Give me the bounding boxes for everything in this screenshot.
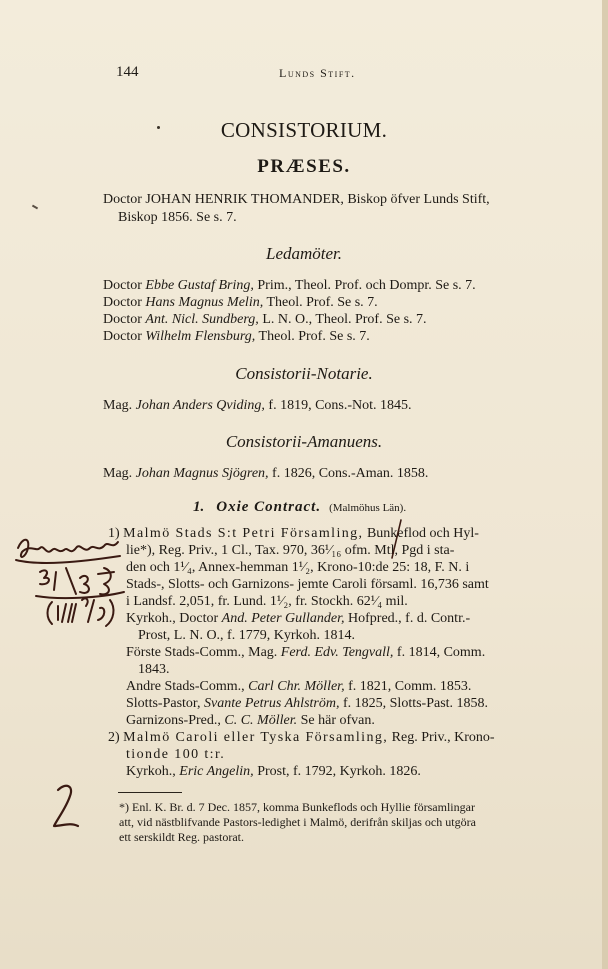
kyrkoh-line-2: Prost, L. N. O., f. 1779, Kyrkoh. 1814. xyxy=(138,628,355,643)
kyrkoh-line-1: Kyrkoh., Doctor And. Peter Gullander, Hofpred., f. d. Contr.- xyxy=(126,611,471,626)
section-title: CONSISTORIUM. xyxy=(220,118,388,142)
contract-heading: 1. Oxie Contract. (Malmöhus Län). xyxy=(193,499,407,515)
andre-line: Andre Stads-Comm., Carl Chr. Möller, f. 1821, Comm. 1853. xyxy=(126,679,472,694)
praeses-line-2: Biskop 1856. Se s. 7. xyxy=(118,210,237,225)
parish-1-line-5: i Landsf. 2,051, fr. Lund. 1¹⁄₂, fr. Stockh. 62¹⁄₄ mil. xyxy=(126,594,408,609)
member-row: Doctor Ant. Nicl. Sundberg, L. N. O., Theol. Prof. Se s. 7. xyxy=(103,312,427,327)
handwritten-l xyxy=(54,786,78,826)
page-edge xyxy=(602,0,608,969)
footnote-line-3: ett serskildt Reg. pastorat. xyxy=(119,830,244,844)
parish-1-line-2: lie*), Reg. Priv., 1 Cl., Tax. 970, 36¹⁄₁₆ ofm. Mtl, Pgd i sta- xyxy=(126,543,455,558)
handwritten-date xyxy=(40,568,114,594)
parish-2-line-1: 2) Malmö Caroli eller Tyska Församling, Reg. Priv., Krono- xyxy=(108,730,495,745)
notarie-heading: Consistorii-Notarie. xyxy=(235,364,373,383)
handwritten-number xyxy=(48,598,114,626)
footnote-rule xyxy=(118,792,182,793)
amanuens-line: Mag. Johan Magnus Sjögren, f. 1826, Cons.-Aman. 1858. xyxy=(103,466,429,481)
member-row: Doctor Hans Magnus Melin, Theol. Prof. Se s. 7. xyxy=(103,295,378,310)
ink-mark xyxy=(32,205,38,210)
notarie-line: Mag. Johan Anders Qviding, f. 1819, Cons.-Not. 1845. xyxy=(103,398,412,413)
praeses-line-1: Doctor JOHAN HENRIK THOMANDER, Biskop öfver Lunds Stift, xyxy=(103,192,490,207)
parish-2-line-2: tionde 100 t:r. xyxy=(126,747,226,762)
praeses-heading: PRÆSES. xyxy=(257,156,351,177)
forste-line-2: 1843. xyxy=(138,662,170,677)
running-head: Lunds Stift. xyxy=(279,66,356,80)
member-row: Doctor Ebbe Gustaf Bring, Prim., Theol. Prof. och Dompr. Se s. 7. xyxy=(103,278,476,293)
footnote-line-1: *) Enl. K. Br. d. 7 Dec. 1857, komma Bunkeflods och Hyllie församlingar xyxy=(119,800,475,814)
parish-1-line-1: 1) Malmö Stads S:t Petri Församling, Bunkeflod och Hyl- xyxy=(108,526,479,541)
handwritten-bunkeflod xyxy=(18,540,118,557)
member-row: Doctor Wilhelm Flensburg, Theol. Prof. Se s. 7. xyxy=(103,329,370,344)
slotts-line: Slotts-Pastor, Svante Petrus Ahlström, f. 1825, Slotts-Past. 1858. xyxy=(126,696,489,711)
ledamoter-heading: Ledamöter. xyxy=(265,244,343,263)
parish-1-line-4: Stads-, Slotts- och Garnizons- jemte Caroli församl. 16,736 samt xyxy=(126,577,489,592)
parish-1-line-3: den och 1¹⁄₄, Annex-hemman 1¹⁄₂, Krono-10:de 25: 18, F. N. i xyxy=(126,560,470,575)
forste-line: Förste Stads-Comm., Mag. Ferd. Edv. Tengvall, f. 1814, Comm. xyxy=(126,645,486,660)
page-number: 144 xyxy=(116,64,139,80)
parish-2-kyrkoh: Kyrkoh., Eric Angelin, Prost, f. 1792, Kyrkoh. 1826. xyxy=(126,764,421,779)
footnote-line-2: att, vid nästblifvande Pastors-ledighet i Malmö, derifrån skiljas och utgöra xyxy=(119,815,476,829)
amanuens-heading: Consistorii-Amanuens. xyxy=(225,432,383,451)
garnisons-line: Garnizons-Pred., C. C. Möller. Se här ofvan. xyxy=(126,713,375,728)
